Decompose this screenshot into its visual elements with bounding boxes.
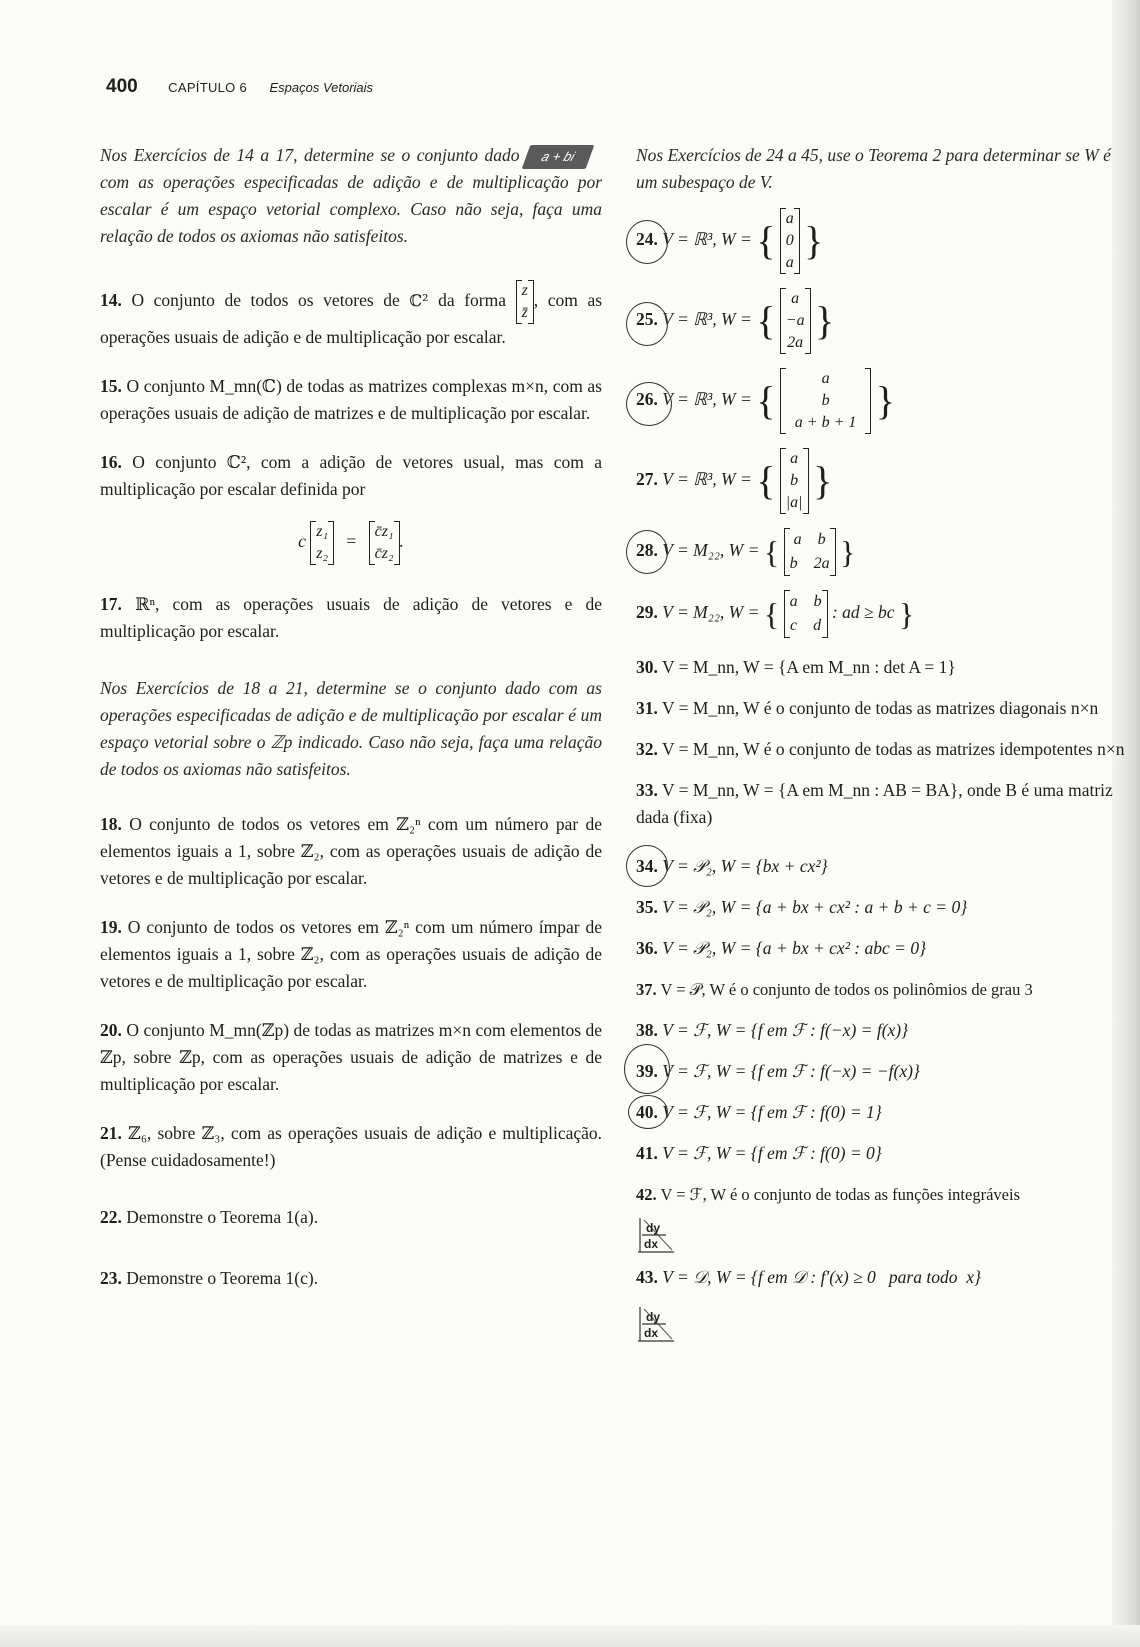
exercise-text: V = M_nn, W = {A em M_nn : det A = 1} [661, 657, 956, 677]
column-vector [369, 521, 400, 565]
exercise-number: 32. [636, 739, 658, 759]
instructions-text: com as operações especificadas de adição e de multiplicação por escalar é um espaço vetorial complexo. Caso não seja, faça uma relação de todos os axiomas não satisfeitos. [100, 172, 602, 246]
exercise-number: 25. [636, 309, 658, 330]
instructions-text: Nos Exercícios de 14 a 17, determine se o conjunto dado [100, 145, 520, 165]
exercise-text: , com as operações usuais de adição e de multiplicação por escalar. [100, 290, 603, 347]
exercise-number: 29. [636, 602, 658, 623]
complex-icon-text: a + bi [539, 148, 578, 164]
right-brace: } [814, 298, 835, 343]
column-vector [516, 280, 534, 324]
page-number: 400 [106, 76, 138, 97]
exercise-36 [636, 935, 1128, 962]
calculus-icon [636, 1216, 676, 1254]
exercise-text: O conjunto de todos os vetores de [131, 290, 400, 311]
right-column [636, 142, 1128, 1343]
exercise-43 [636, 1264, 1128, 1291]
vector-entry: a [785, 210, 794, 227]
exercise-number: 31. [636, 698, 658, 718]
calculus-icon-dy: dy [646, 1221, 661, 1235]
exercise-number: 24. [636, 229, 658, 250]
exercise-formula: V = ℝ³, W = [662, 309, 752, 330]
left-brace: { [763, 596, 780, 632]
exercise-formula: V = ℝ³, W = [662, 389, 752, 410]
matrix-2x2 [784, 590, 828, 638]
exercise-number: 26. [636, 389, 658, 410]
left-brace: { [756, 378, 776, 423]
exercise-text: ℝⁿ, com as operações usuais de adição de vetores e de multiplicação por escalar. [100, 594, 602, 641]
exercise-number: 43. [636, 1267, 658, 1287]
instructions-14-17 [100, 142, 602, 250]
exercise-32 [636, 736, 1128, 763]
exercise-number: 28. [636, 540, 658, 561]
exercise-number: 21. [100, 1123, 122, 1143]
left-brace: { [756, 458, 776, 503]
right-brace: } [839, 534, 856, 570]
exercise-15 [100, 373, 602, 427]
exercise-number: 40. [636, 1102, 658, 1122]
exercise-formula: V = M₂₂, W = [662, 602, 760, 623]
exercise-formula: V = ℝ³, W = [662, 469, 752, 490]
handwritten-circle-mark [626, 530, 668, 574]
exercise-text: da forma [438, 290, 506, 311]
column-vector [780, 368, 872, 434]
exercise-number: 17. [100, 594, 122, 614]
column-vector [780, 208, 800, 274]
exercise-number: 41. [636, 1143, 658, 1163]
calculus-icon-graphic [636, 1305, 676, 1343]
right-brace: } [804, 218, 824, 263]
exercise-17 [100, 591, 602, 645]
exercise-16 [100, 449, 602, 503]
scalar-multiplication-formula: c z₁ z₂ = c̄z₁ c̄z₂ . [100, 521, 602, 565]
exercise-23 [100, 1265, 602, 1292]
exercise-22 [100, 1204, 602, 1231]
exercise-formula: V = 𝒫₂, W = {a + bx + cx² : a + b + c = 0} [662, 897, 968, 917]
vector-entry: a [790, 450, 799, 467]
exercise-29 [636, 590, 1128, 638]
exercise-number: 34. [636, 856, 658, 876]
exercise-31 [636, 695, 1128, 722]
left-brace: { [763, 534, 780, 570]
instructions-18-21: Nos Exercícios de 18 a 21, determine se o conjunto dado com as operações especificadas de adição e de multiplicação por escalar é um espaço vetorial sobre o ℤp indicado. Caso não seja, faça uma relação de todos os axiomas não satisfeitos. [100, 678, 602, 779]
exercise-formula: V = ℱ, W = {f em ℱ : f(0) = 1} [662, 1102, 882, 1122]
vector-entry: a [785, 254, 794, 271]
exercise-text: ℤ₆, sobre ℤ₃, com as operações usuais de adição e multiplicação. (Pense cuidadosamente!) [100, 1123, 603, 1170]
exercise-number: 19. [100, 917, 122, 937]
vector-entry: a [821, 370, 830, 387]
vector-entry: |a| [785, 494, 803, 511]
calculus-icon-graphic [636, 1216, 676, 1254]
exercise-formula: V = M₂₂, W = [662, 540, 760, 561]
complex-number-icon [522, 145, 595, 169]
exercise-19 [100, 914, 602, 995]
exercise-text: Demonstre o Teorema 1(c). [126, 1268, 319, 1288]
exercise-number: 42. [636, 1185, 657, 1204]
exercise-28 [636, 528, 1128, 576]
exercise-number: 23. [100, 1268, 122, 1288]
vector-entry: z₁ [316, 523, 329, 540]
exercise-33 [636, 777, 1128, 831]
handwritten-circle-mark [626, 220, 668, 264]
exercise-21 [100, 1120, 602, 1174]
exercise-formula: V = ℱ, W = {f em ℱ : f(−x) = f(x)} [662, 1020, 909, 1040]
complex-space-symbol: ℂ² [409, 291, 429, 311]
vector-entry: a + b + 1 [794, 414, 857, 431]
page-header [106, 76, 373, 98]
matrix-row: b 2a [789, 555, 830, 572]
exercise-formula: V = 𝒟, W = {f em 𝒟 : f′(x) ≥ 0 para todo x} [662, 1267, 981, 1287]
exercise-formula: V = 𝒫₂, W = {a + bx + cx² : abc = 0} [662, 938, 927, 958]
handwritten-circle-mark [626, 382, 672, 426]
exercise-14 [100, 280, 602, 351]
matrix-row: c d [790, 617, 822, 634]
column-vector [780, 448, 809, 514]
handwritten-circle-mark [624, 1044, 670, 1094]
exercise-38 [636, 1017, 1128, 1044]
exercise-37 [636, 976, 1128, 1003]
left-brace: { [756, 218, 776, 263]
calculus-icon-dx: dx [644, 1326, 659, 1340]
right-brace: } [812, 458, 833, 503]
vector-entry: b [790, 472, 799, 489]
exercise-text: O conjunto M_mn(ℤp) de todas as matrizes m×n com elementos de ℤp, sobre ℤp, com as operações usuais de adição de matrizes e de multiplicação por escalar. [100, 1020, 603, 1094]
exercise-number: 15. [100, 376, 122, 396]
exercise-formula: V = 𝒫₂, W = {bx + cx²} [662, 856, 828, 876]
handwritten-circle-mark [628, 1095, 668, 1129]
exercise-25 [636, 288, 1128, 354]
exercise-number: 39. [636, 1061, 658, 1081]
exercise-24 [636, 208, 1128, 274]
chapter-label: CAPÍTULO 6 [168, 80, 248, 95]
left-column [100, 142, 602, 1292]
exercise-42 [636, 1181, 1128, 1208]
right-brace: } [898, 596, 915, 632]
exercise-number: 16. [100, 452, 122, 472]
vector-entry: 2a [787, 334, 804, 351]
exercise-27 [636, 448, 1128, 514]
exercise-26 [636, 368, 1128, 434]
exercise-text: Demonstre o Teorema 1(a). [126, 1207, 319, 1227]
exercise-number: 20. [100, 1020, 122, 1040]
exercise-34 [636, 853, 1128, 880]
exercise-35 [636, 894, 1128, 921]
exercise-20 [100, 1017, 602, 1098]
exercise-number: 30. [636, 657, 658, 677]
matrix-2x2 [784, 528, 836, 576]
exercise-30 [636, 654, 1128, 681]
exercise-formula: V = ℱ, W = {f em ℱ : f(0) = 0} [662, 1143, 882, 1163]
exercise-number: 27. [636, 469, 658, 490]
exercise-number: 35. [636, 897, 658, 917]
left-brace: { [756, 298, 776, 343]
set-condition: : ad ≥ bc [831, 602, 895, 623]
exercise-text: V = 𝒫, W é o conjunto de todos os polinômios de grau 3 [660, 980, 1033, 999]
handwritten-circle-mark [626, 302, 668, 346]
exercise-text: O conjunto M_mn(ℂ) de todas as matrizes complexas m×n, com as operações usuais de adição de matrizes e de multiplicação por escalar. [100, 376, 602, 423]
column-vector [310, 521, 334, 565]
matrix-row: a b [789, 593, 822, 610]
right-brace: } [875, 378, 895, 423]
exercise-number: 14. [100, 290, 122, 311]
exercise-formula: V = ℝ³, W = [662, 229, 752, 250]
handwritten-circle-mark [626, 845, 668, 887]
vector-entry: c̄z₂ [374, 545, 394, 562]
exercise-text: V = M_nn, W é o conjunto de todas as matrizes diagonais n×n [661, 698, 1099, 718]
vector-entry: z [521, 282, 528, 299]
chapter-title: Espaços Vetoriais [269, 80, 374, 95]
exercise-text: V = ℱ, W é o conjunto de todas as funções integráveis [660, 1185, 1020, 1204]
exercise-39 [636, 1058, 1128, 1085]
column-vector [780, 288, 811, 354]
exercise-number: 37. [636, 980, 657, 999]
exercise-text: O conjunto ℂ², com a adição de vetores usual, mas com a multiplicação por escalar definida por [100, 452, 602, 499]
exercise-41 [636, 1140, 1128, 1167]
exercise-text: O conjunto de todos os vetores em ℤ₂ⁿ com um número par de elementos iguais a 1, sobre ℤ₂, com as operações usuais de adição de vetores e de multiplicação por escalar. [100, 814, 603, 888]
scalar-symbol: c [298, 531, 306, 552]
exercise-40 [636, 1099, 1128, 1126]
exercise-number: 38. [636, 1020, 658, 1040]
exercise-18 [100, 811, 602, 892]
exercise-number: 36. [636, 938, 658, 958]
exercise-number: 33. [636, 780, 658, 800]
vector-entry: a [791, 290, 800, 307]
vector-entry: 0 [785, 232, 794, 249]
exercise-number: 18. [100, 814, 122, 834]
equals-sign: = [346, 531, 357, 552]
vector-entry: b [821, 392, 830, 409]
exercise-text: O conjunto de todos os vetores em ℤ₂ⁿ com um número ímpar de elementos iguais a 1, sobre ℤ₂, com as operações usuais de adição de vetores e de multiplicação por escalar. [100, 917, 603, 991]
vector-entry: −a [785, 312, 805, 329]
exercise-text: V = M_nn, W é o conjunto de todas as matrizes idempotentes n×n [661, 739, 1125, 759]
page-bottom-edge [0, 1625, 1140, 1647]
exercise-number: 22. [100, 1207, 122, 1227]
vector-entry: z̄ [521, 304, 528, 321]
instructions-24-45: Nos Exercícios de 24 a 45, use o Teorema 2 para determinar se W é um subespaço de V. [636, 145, 1111, 192]
calculus-icon-dx: dx [644, 1237, 659, 1251]
vector-entry: c̄z₁ [374, 523, 394, 540]
calculus-icon [636, 1305, 676, 1343]
exercise-text: V = M_nn, W = {A em M_nn : AB = BA}, onde B é uma matriz dada (fixa) [636, 780, 1113, 827]
matrix-row: a b [793, 531, 826, 548]
calculus-icon-dy: dy [646, 1310, 661, 1324]
exercise-formula: V = ℱ, W = {f em ℱ : f(−x) = −f(x)} [662, 1061, 920, 1081]
vector-entry: z₂ [316, 545, 329, 562]
